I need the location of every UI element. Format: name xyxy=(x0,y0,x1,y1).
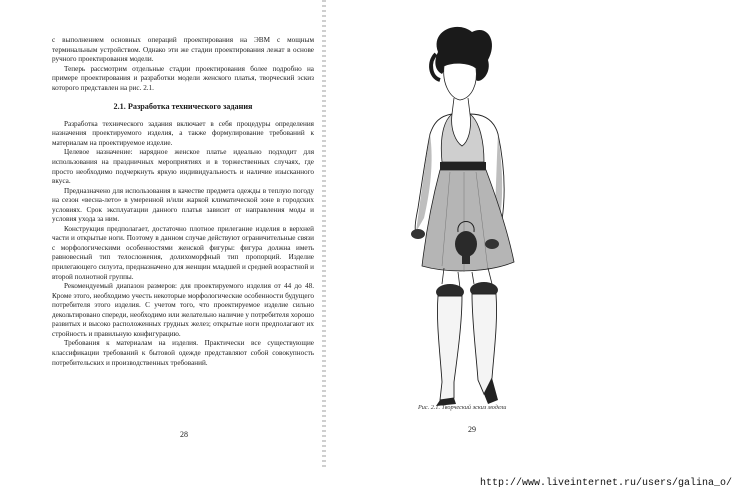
figure-caption: Рис. 2.1. Творческий эскиз модели xyxy=(418,404,507,411)
watermark-url: http://www.liveinternet.ru/users/galina_o/ xyxy=(480,478,732,489)
paragraph: Разработка технического задания включает в себя процедуры определения назначения проектируемого изделия, а также формулирование требований к материалам на проектируемое изделие. xyxy=(52,119,314,147)
paragraph: Предназначено для использования в качестве предмета одежды в теплую погоду на сезон «весна-лето» в умеренной и/или жаркой климатической зоне в городских условиях. Срок эксплуатации данного платья зависит от направления моды и условия ухода за ним. xyxy=(52,186,314,224)
paragraph: Целевое назначение: нарядное женское платье идеально подходит для использования на праздничных мероприятиях и в торжественных случаях, где просто необходимо подчеркнуть яркую индивидуальность и наличие изысканного вкуса. xyxy=(52,148,314,186)
paragraph: Конструкция предполагает, достаточно плотное прилегание изделия в верхней части и открытые ноги. Поэтому в данном случае действуют ограничительные связи с морфологическими особенностями женской фигуры: фигура должна иметь равновесный тип телосложения, долихоморфный тип пропорций. Изделие прилегающего силуэта, предназначено для женщин младшей и средней возрастной и второй полнотной группы. xyxy=(52,224,314,281)
fashion-sketch-figure xyxy=(380,22,570,417)
page-number-left: 28 xyxy=(180,430,188,439)
paragraph: Рекомендуемый диапазон размеров: для проектируемого изделия от 44 до 48. Кроме этого, необходимо учесть некоторые морфологические особенности будущего потребителя этого изделия. С учетом того, что проектируемое изделие сильно декольтировано спереди, необходимо или желательно наличие у потребителя хорошо развитых и высоко расположенных грудных желез; открытые ноги предполагают их стройность и правильную конфигурацию. xyxy=(52,282,314,338)
page-gutter xyxy=(322,0,326,470)
section-heading: 2.1. Разработка технического задания xyxy=(113,102,253,112)
paragraph: Требования к материалам на изделия. Практически все существующие классификации требований к бытовой одежде представляют собой совокупность потребительских и производственных требований. xyxy=(52,339,314,367)
page-number-right: 29 xyxy=(468,425,476,434)
paragraph-continued: с выполнением основных операций проектирования на ЭВМ с мощным терминальным устройством. Однако эти же стадии проектирования лежат в основе ручного проектирования модели. xyxy=(52,36,314,64)
left-page xyxy=(52,36,314,446)
paragraph-intro: Теперь рассмотрим отдельные стадии проектирования более подробно на примере проектирования и разработки модели женского платья, творческий эскиз которого представлен на рис. 2.1. xyxy=(52,64,314,92)
